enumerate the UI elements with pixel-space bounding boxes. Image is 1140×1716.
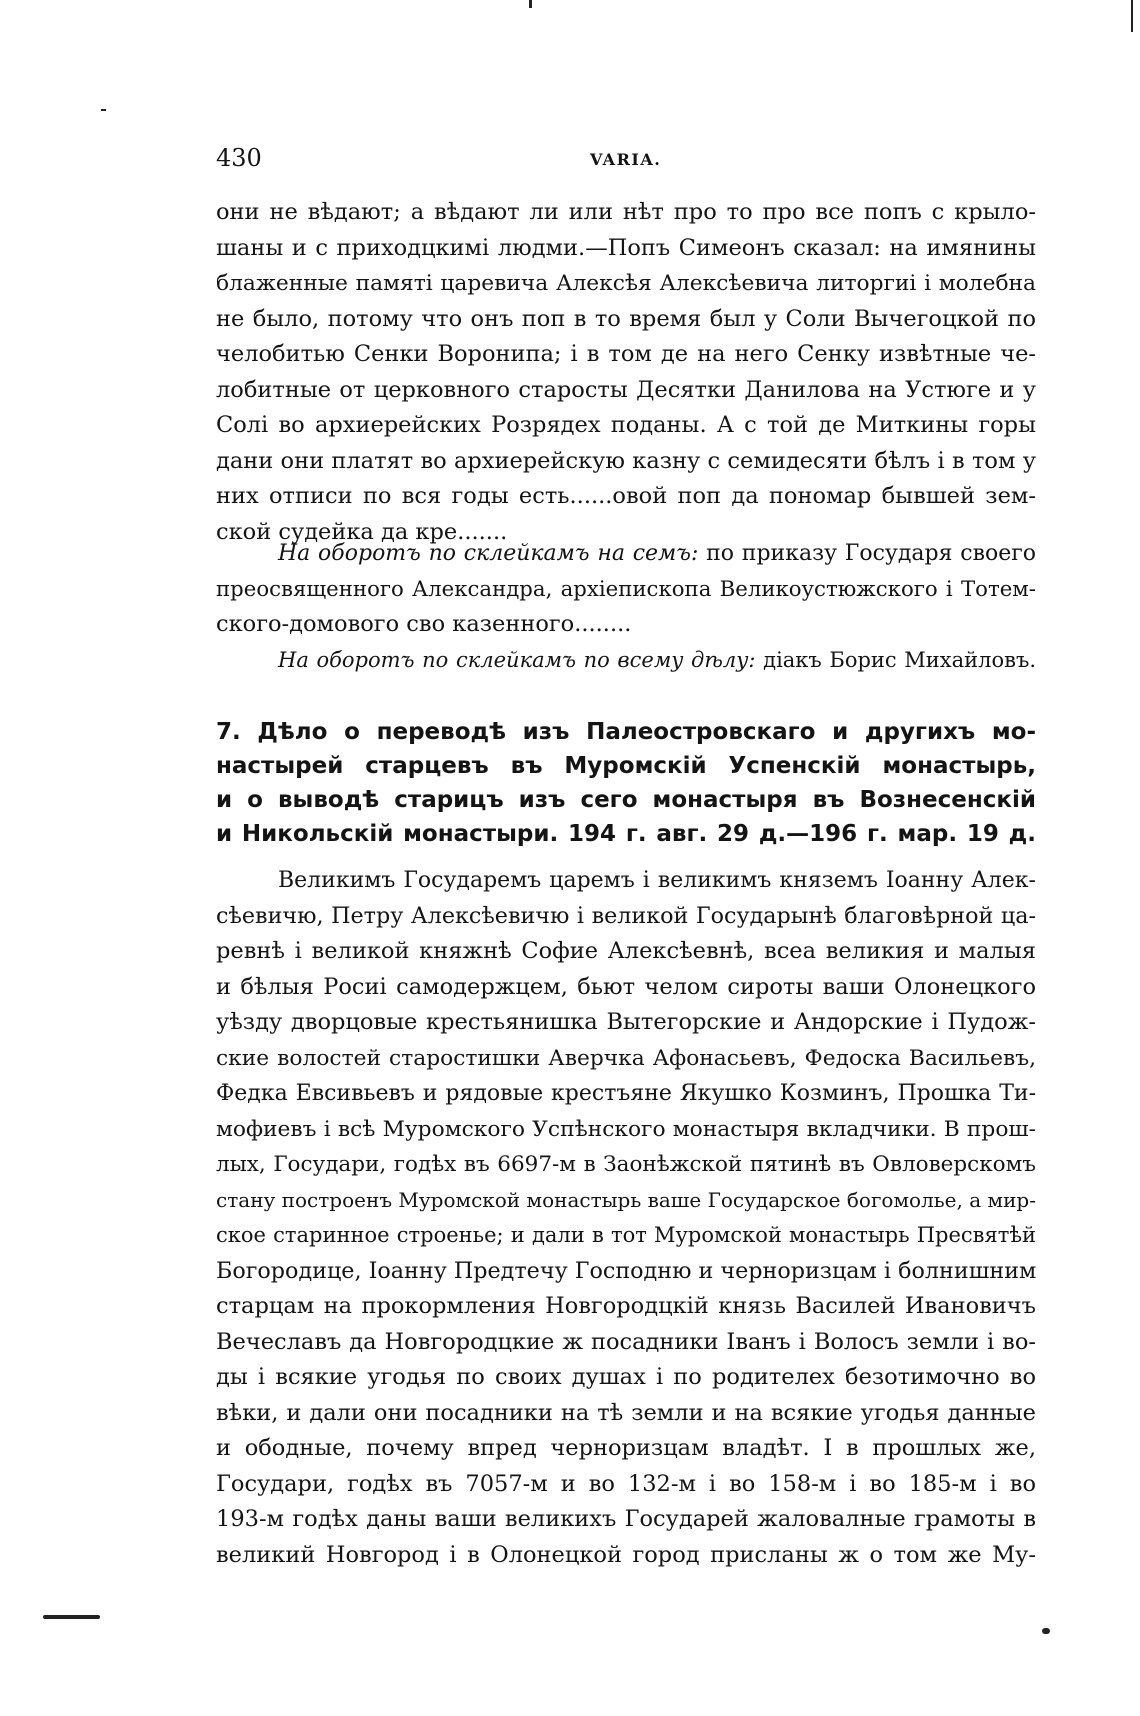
note-1-text: по приказу Государя своего xyxy=(706,541,1036,566)
heading-line: настырей старцевъ въ Муромскій Успенскій монастырь, xyxy=(216,753,1036,779)
text-line: старцам на прокормления Новгородцкій князь Василей Ивановичъ xyxy=(216,1293,1036,1319)
paragraph-1 xyxy=(216,195,1036,550)
heading-line: 7. Дѣло о переводѣ изъ Палеостровскаго и другихъ мо- xyxy=(216,719,1036,745)
text-line: ревнѣ і великой княжнѣ Софие Алексѣевнѣ, всеа великия и малыя xyxy=(216,938,1036,964)
text-line: челобитью Сенки Воронипа; і в том де на него Сенку извѣтные че- xyxy=(216,341,1036,367)
page-number: 430 xyxy=(216,144,262,172)
text-line: лобитные от церковного старосты Десятки Данилова на Устюге и у xyxy=(216,376,1036,403)
text-line: 193-м годѣх даны ваши великихъ Государей жаловалные грамоты в xyxy=(216,1506,1036,1532)
text-line: Великимъ Государемъ царемъ і великимъ княземъ Іоанну Алек- xyxy=(278,868,1036,893)
text-line: ды і всякие угодья по своих душах і по родителех безотимочно во xyxy=(216,1364,1036,1390)
scan-speck xyxy=(101,109,106,111)
text-line: ской судейка да кре....... xyxy=(216,518,508,545)
text-line: блаженные памяті царевича Алексѣя Алексѣевича литоргиі і молебна xyxy=(216,271,1036,296)
text-line: сѣевичю, Петру Алексѣевичю і великой Государынѣ благовѣрной ца- xyxy=(216,902,1036,929)
text-line: они не вѣдают; а вѣдают ли или нѣт про то про все попъ с крыло- xyxy=(216,199,1036,225)
scan-speck xyxy=(1042,1628,1050,1634)
text-line: ского-домового сво казенного........ xyxy=(216,611,632,637)
text-line: шаны и с приходцкимі людми.—Попъ Симеонъ сказал: на имянины xyxy=(216,234,1036,261)
text-line: ские волостей старостишки Аверчка Афонасьевъ, Федоска Васильевъ, xyxy=(216,1045,1036,1071)
running-title: VARIA. xyxy=(590,150,662,169)
text-line: уѣзду дворцовые крестьянишка Вытегорские и Андорские і Пудож- xyxy=(216,1009,1036,1035)
text-line: ское старинное строенье; и дали в тот Муромской монастырь Пресвятѣй xyxy=(216,1223,1036,1247)
heading-line: и о выводѣ старицъ изъ сего монастыря въ Вознесенскій xyxy=(216,787,1036,813)
note-1-label: На оборотъ по склейкамъ на семъ: xyxy=(278,541,699,566)
notes xyxy=(216,536,1036,678)
text-line: не было, потому что онъ поп в то время был у Соли Вычегоцкой по xyxy=(216,305,1036,332)
section-heading xyxy=(216,715,1036,851)
note-2-label: На оборотъ по склейкамъ по всему дѣлу: xyxy=(278,647,756,672)
text-line: Солі во архиерейских Розрядех поданы. А с той де Миткины горы xyxy=(216,412,1036,438)
text-line: и бѣлыя Росиі самодержцем, бьют челом сироты ваши Олонецкого xyxy=(216,973,1036,1000)
text-line: них отписи по вся годы есть......овой поп да пономар бывшей зем- xyxy=(216,483,1036,509)
scan-edge-mark xyxy=(1131,0,1133,32)
note-1-first-line xyxy=(216,536,1036,572)
text-line: Богородице, Іоанну Предтечу Господню и черноризцам і болнишним xyxy=(216,1257,1037,1284)
running-head xyxy=(216,142,1036,176)
text-line: преосвященного Александра, архіепископа Великоустюжского і Тотем- xyxy=(216,576,1036,602)
note-2-line xyxy=(216,643,1036,679)
text-line: и ободные, почему впред черноризцам владѣт. І в прошлых же, xyxy=(216,1435,1036,1461)
text-line: мофиевъ і всѣ Муромского Успѣнского монастыря вкладчики. В прош- xyxy=(216,1116,1036,1142)
heading-line: и Никольскій монастыри. 194 г. авг. 29 д.—196 г. мар. 19 д. xyxy=(216,821,1036,847)
text-line: лых, Государи, годѣх въ 6697-м в Заонѣжской пятинѣ въ Овловерскомъ xyxy=(216,1152,1036,1177)
text-line: Вечеславъ да Новгородцкие ж посадники Іванъ і Волосъ земли і во- xyxy=(216,1328,1036,1355)
text-line: Государи, годѣх въ 7057-м и во 132-м і во 158-м і во 185-м і во xyxy=(216,1470,1036,1497)
scan-speck xyxy=(529,0,532,8)
text-line: дани они платят во архиерейскую казну с семидесяти бѣлъ і в том у xyxy=(216,447,1036,474)
scan-smudge xyxy=(43,1615,100,1619)
paragraph-2 xyxy=(216,863,1036,1573)
text-line: стану построенъ Муромской монастырь ваше Государское богомолье, а мир- xyxy=(216,1187,1036,1212)
text-line: Федка Евсивьевъ и рядовые крестъяне Якушко Козминъ, Прошка Ти- xyxy=(216,1081,1036,1106)
note-2-text: діакъ Борис Михайловъ. xyxy=(763,647,1036,672)
text-line: великий Новгород і в Олонецкой город присланы ж о том же Му- xyxy=(216,1541,1036,1568)
text-line: вѣки, и дали они посадники на тѣ земли и на всякие угодья данные xyxy=(216,1399,1036,1426)
